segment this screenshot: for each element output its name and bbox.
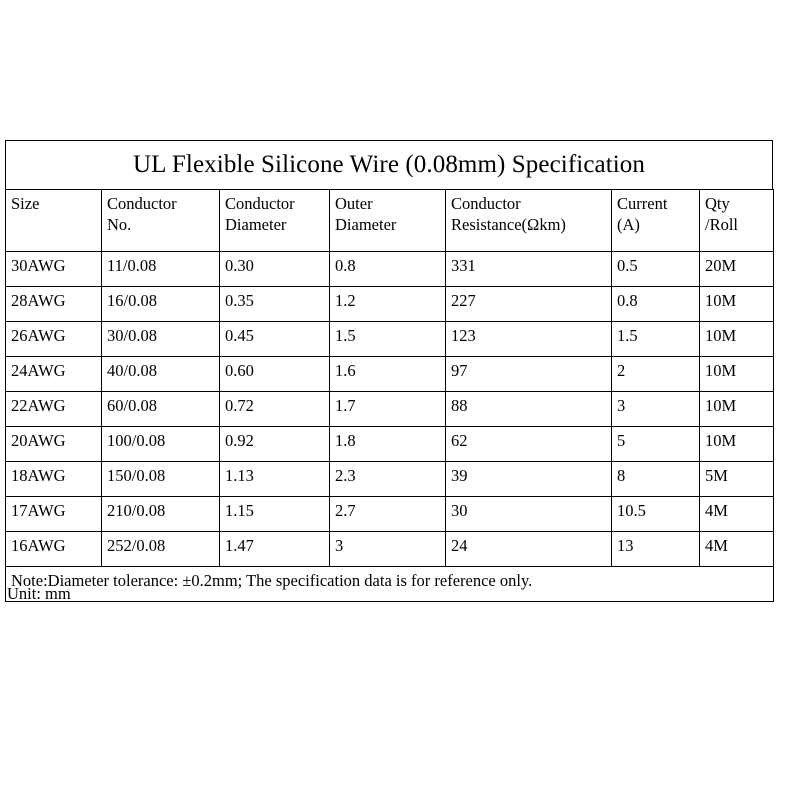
cell-outer-diameter: 1.2	[330, 287, 446, 322]
column-header-qty-roll	[700, 190, 774, 252]
column-header-current-line1: Current	[617, 194, 668, 213]
cell-current: 0.5	[612, 252, 700, 287]
cell-qty-roll: 4M	[700, 497, 774, 532]
column-header-outer-diameter	[330, 190, 446, 252]
cell-outer-diameter: 1.7	[330, 392, 446, 427]
cell-size: 24AWG	[6, 357, 102, 392]
cell-conductor-no: 30/0.08	[102, 322, 220, 357]
table-row	[6, 392, 774, 427]
cell-current: 3	[612, 392, 700, 427]
cell-conductor-resistance: 97	[446, 357, 612, 392]
cell-conductor-no: 100/0.08	[102, 427, 220, 462]
cell-outer-diameter: 1.6	[330, 357, 446, 392]
cell-conductor-diameter: 1.47	[220, 532, 330, 567]
cell-conductor-no: 150/0.08	[102, 462, 220, 497]
cell-qty-roll: 10M	[700, 287, 774, 322]
cell-conductor-no: 252/0.08	[102, 532, 220, 567]
column-header-conductor-no-line1: Conductor	[107, 194, 177, 213]
cell-conductor-diameter: 0.45	[220, 322, 330, 357]
cell-conductor-diameter: 0.60	[220, 357, 330, 392]
cell-conductor-resistance: 227	[446, 287, 612, 322]
specification-table	[5, 189, 774, 602]
column-header-outer-diameter-line1: Outer	[335, 194, 373, 213]
table-row	[6, 427, 774, 462]
cell-conductor-resistance: 123	[446, 322, 612, 357]
cell-size: 22AWG	[6, 392, 102, 427]
column-header-conductor-no	[102, 190, 220, 252]
cell-qty-roll: 10M	[700, 322, 774, 357]
cell-conductor-resistance: 62	[446, 427, 612, 462]
cell-conductor-diameter: 1.15	[220, 497, 330, 532]
cell-conductor-resistance: 39	[446, 462, 612, 497]
table-row	[6, 497, 774, 532]
cell-qty-roll: 5M	[700, 462, 774, 497]
page-title: UL Flexible Silicone Wire (0.08mm) Specification	[5, 140, 773, 189]
table-row	[6, 287, 774, 322]
cell-conductor-no: 16/0.08	[102, 287, 220, 322]
cell-conductor-no: 11/0.08	[102, 252, 220, 287]
cell-outer-diameter: 2.7	[330, 497, 446, 532]
cell-current: 5	[612, 427, 700, 462]
table-row	[6, 462, 774, 497]
column-header-size-line1: Size	[11, 194, 40, 213]
cell-conductor-resistance: 30	[446, 497, 612, 532]
table-row	[6, 252, 774, 287]
column-header-conductor-resistance-line2: Resistance(Ωkm)	[451, 215, 566, 234]
column-header-size	[6, 190, 102, 252]
column-header-current	[612, 190, 700, 252]
table-header-row	[6, 190, 774, 252]
cell-size: 30AWG	[6, 252, 102, 287]
cell-conductor-resistance: 24	[446, 532, 612, 567]
cell-conductor-resistance: 88	[446, 392, 612, 427]
cell-qty-roll: 4M	[700, 532, 774, 567]
cell-outer-diameter: 1.5	[330, 322, 446, 357]
specification-block	[5, 140, 773, 602]
cell-size: 26AWG	[6, 322, 102, 357]
column-header-qty-roll-line2: /Roll	[705, 215, 739, 234]
cell-current: 2	[612, 357, 700, 392]
column-header-outer-diameter-line2: Diameter	[335, 215, 397, 234]
cell-size: 28AWG	[6, 287, 102, 322]
cell-conductor-no: 40/0.08	[102, 357, 220, 392]
cell-outer-diameter: 3	[330, 532, 446, 567]
cell-current: 8	[612, 462, 700, 497]
cell-size: 17AWG	[6, 497, 102, 532]
column-header-conductor-resistance	[446, 190, 612, 252]
column-header-conductor-no-line2: No.	[107, 215, 132, 234]
table-note: Note:Diameter tolerance: ±0.2mm; The specification data is for reference only.	[6, 567, 774, 602]
unit-label: Unit: mm	[7, 584, 71, 603]
cell-qty-roll: 10M	[700, 427, 774, 462]
cell-qty-roll: 20M	[700, 252, 774, 287]
table-header	[6, 190, 774, 252]
cell-current: 1.5	[612, 322, 700, 357]
cell-outer-diameter: 0.8	[330, 252, 446, 287]
column-header-qty-roll-line1: Qty	[705, 194, 730, 213]
cell-conductor-diameter: 0.72	[220, 392, 330, 427]
table-note-row	[6, 567, 774, 602]
cell-conductor-resistance: 331	[446, 252, 612, 287]
cell-size: 16AWG	[6, 532, 102, 567]
column-header-conductor-diameter-line2: Diameter	[225, 215, 287, 234]
cell-outer-diameter: 1.8	[330, 427, 446, 462]
column-header-conductor-resistance-line1: Conductor	[451, 194, 521, 213]
cell-qty-roll: 10M	[700, 392, 774, 427]
cell-conductor-diameter: 0.92	[220, 427, 330, 462]
cell-current: 10.5	[612, 497, 700, 532]
cell-outer-diameter: 2.3	[330, 462, 446, 497]
column-header-conductor-diameter-line1: Conductor	[225, 194, 295, 213]
cell-current: 0.8	[612, 287, 700, 322]
table-row	[6, 532, 774, 567]
cell-conductor-diameter: 0.35	[220, 287, 330, 322]
cell-size: 20AWG	[6, 427, 102, 462]
cell-conductor-no: 210/0.08	[102, 497, 220, 532]
column-header-current-line2: (A)	[617, 215, 640, 234]
column-header-conductor-diameter	[220, 190, 330, 252]
cell-qty-roll: 10M	[700, 357, 774, 392]
table-body	[6, 252, 774, 602]
cell-current: 13	[612, 532, 700, 567]
table-row	[6, 322, 774, 357]
cell-conductor-no: 60/0.08	[102, 392, 220, 427]
cell-conductor-diameter: 0.30	[220, 252, 330, 287]
table-row	[6, 357, 774, 392]
cell-conductor-diameter: 1.13	[220, 462, 330, 497]
cell-size: 18AWG	[6, 462, 102, 497]
